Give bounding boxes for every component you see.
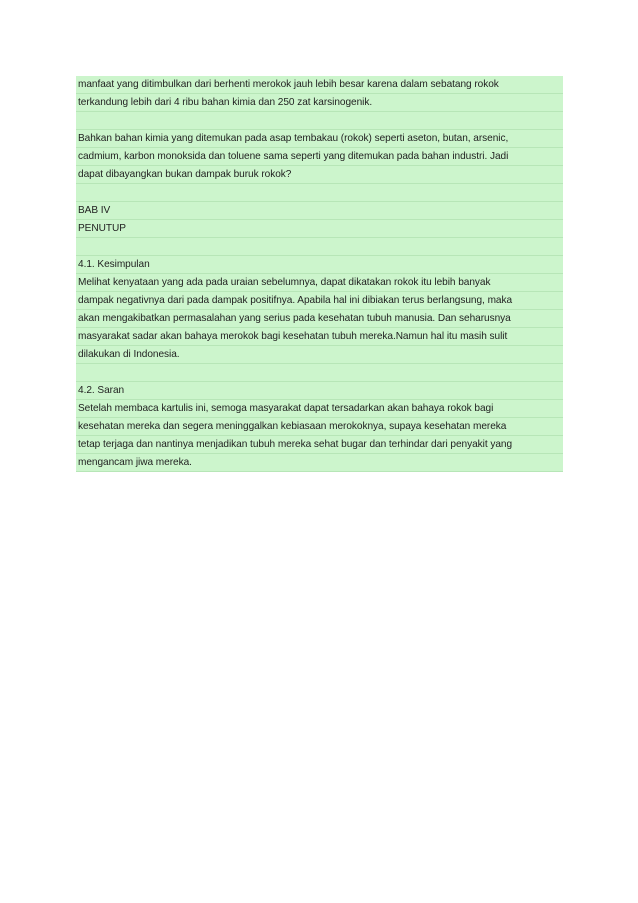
text-row: terkandung lebih dari 4 ribu bahan kimia dan 250 zat karsinogenik.: [76, 94, 563, 112]
blank-row: [76, 184, 563, 202]
text-row: dampak negativnya dari pada dampak positifnya. Apabila hal ini dibiakan terus berlangsung, maka: [76, 292, 563, 310]
chapter-label: BAB IV: [76, 202, 563, 220]
text-row: manfaat yang ditimbulkan dari berhenti merokok jauh lebih besar karena dalam sebatang rokok: [76, 76, 563, 94]
text-row: cadmium, karbon monoksida dan toluene sama seperti yang ditemukan pada bahan industri. Jadi: [76, 148, 563, 166]
text-row: kesehatan mereka dan segera meninggalkan kebiasaan merokoknya, supaya kesehatan mereka: [76, 418, 563, 436]
text-row: dilakukan di Indonesia.: [76, 346, 563, 364]
text-row: Bahkan bahan kimia yang ditemukan pada asap tembakau (rokok) seperti aseton, butan, arsenic,: [76, 130, 563, 148]
chapter-title: PENUTUP: [76, 220, 563, 238]
blank-row: [76, 238, 563, 256]
spreadsheet-text-block: [76, 76, 563, 472]
blank-row: [76, 112, 563, 130]
text-row: mengancam jiwa mereka.: [76, 454, 563, 472]
text-row: Setelah membaca kartulis ini, semoga masyarakat dapat tersadarkan akan bahaya rokok bagi: [76, 400, 563, 418]
text-row: dapat dibayangkan bukan dampak buruk rokok?: [76, 166, 563, 184]
blank-row: [76, 364, 563, 382]
text-row: akan mengakibatkan permasalahan yang serius pada kesehatan tubuh manusia. Dan seharusnya: [76, 310, 563, 328]
text-row: masyarakat sadar akan bahaya merokok bagi kesehatan tubuh mereka.Namun hal itu masih sulit: [76, 328, 563, 346]
section-heading-kesimpulan: 4.1. Kesimpulan: [76, 256, 563, 274]
text-row: Melihat kenyataan yang ada pada uraian sebelumnya, dapat dikatakan rokok itu lebih banyak: [76, 274, 563, 292]
section-heading-saran: 4.2. Saran: [76, 382, 563, 400]
text-row: tetap terjaga dan nantinya menjadikan tubuh mereka sehat bugar dan terhindar dari penyakit yang: [76, 436, 563, 454]
